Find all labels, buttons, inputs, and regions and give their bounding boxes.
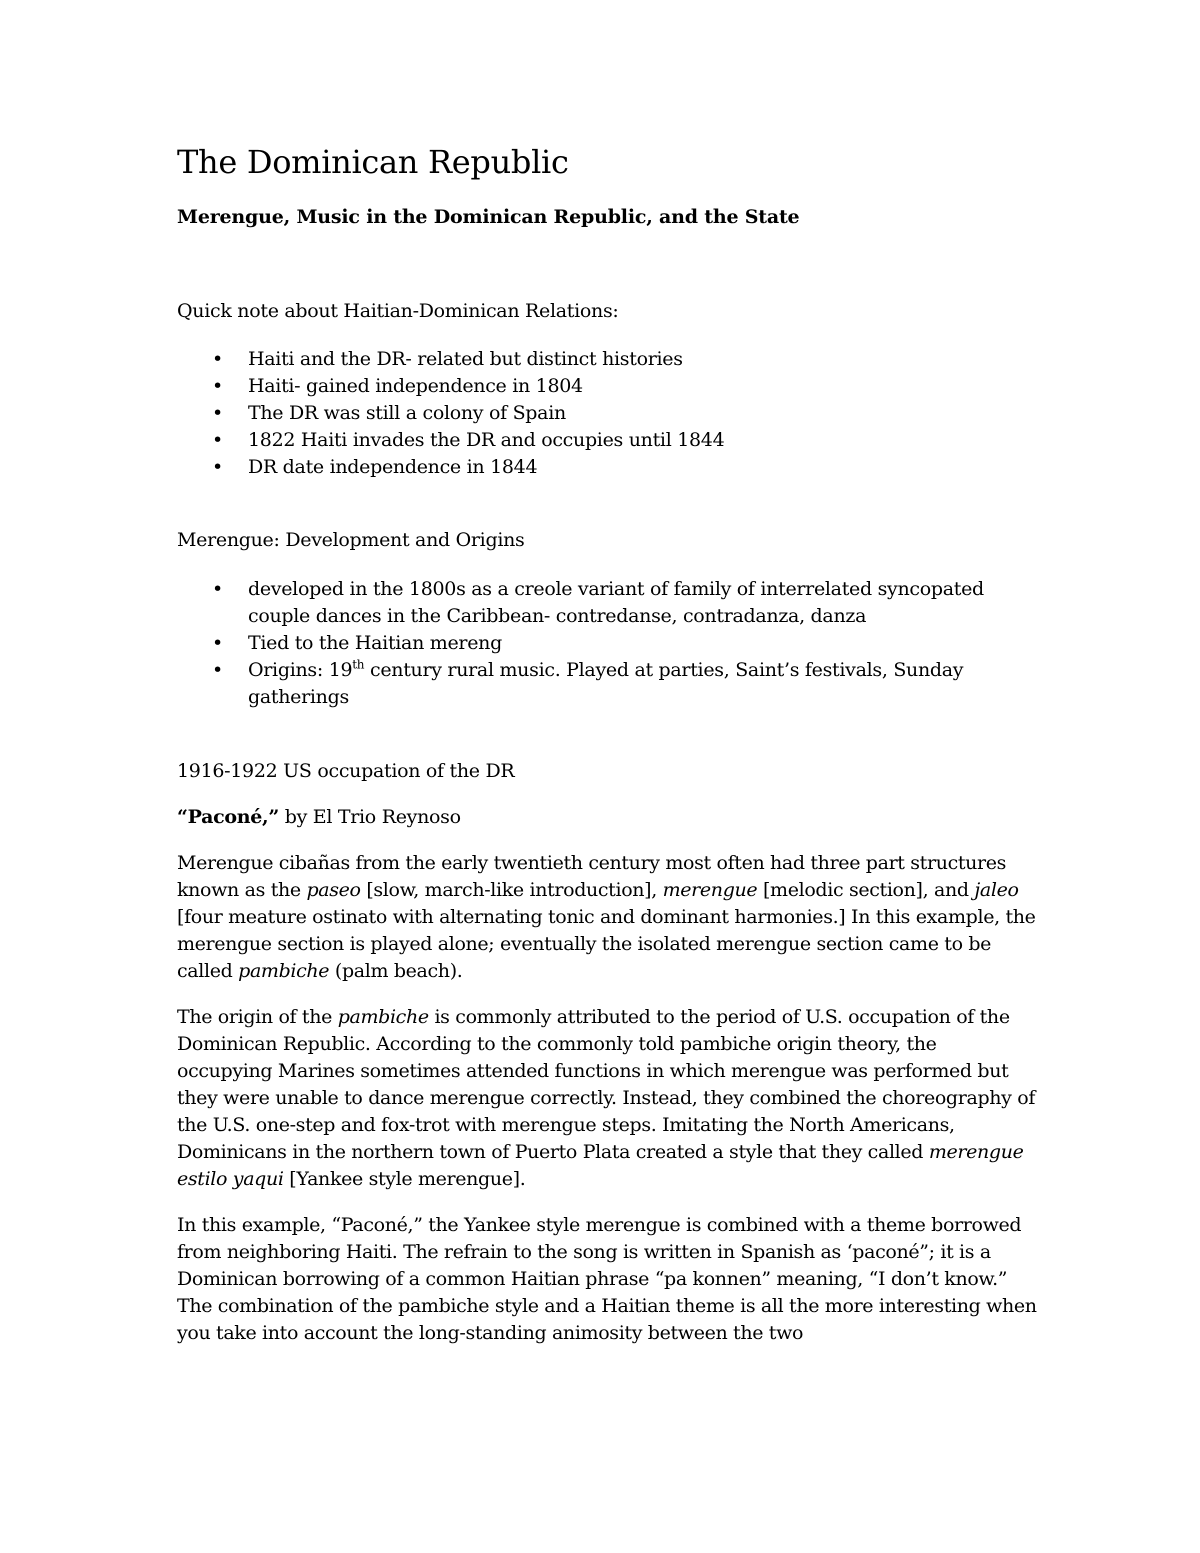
bullet-icon: •	[212, 429, 223, 451]
bullet-icon: •	[212, 402, 223, 424]
list-item: • Tied to the Haitian mereng	[177, 630, 1037, 657]
occupation-heading: 1916-1922 US occupation of the DR	[177, 760, 515, 782]
document-page	[177, 140, 1037, 1347]
song-title-line	[177, 804, 1037, 831]
merengue-heading: Merengue: Development and Origins	[177, 529, 525, 551]
bullet-icon: •	[212, 348, 223, 370]
list-item: • developed in the 1800s as a creole variant of family of interrelated syncopated couple dances in the Caribbean- contredanse, contradanza, danza	[212, 578, 984, 627]
list-item: • Origins: 19th century rural music. Played at parties, Saint’s festivals, Sunday gatherings	[212, 657, 964, 708]
bullet-icon: •	[212, 632, 223, 654]
list-item: • Haiti- gained independence in 1804	[177, 373, 1037, 400]
paragraph-pambiche-origin: The origin of the pambiche is commonly attributed to the period of U.S. occupation of the Dominican Republic. According to the commonly told pambiche origin theory, the occupying Marines sometimes attended functions in which merengue was performed but they were unable to dance merengue correctly. Instead, they combined the choreography of the U.S. one-step and fox-trot with merengue steps. Imitating the North Americans, Dominicans in the northern town of Puerto Plata created a style that they called merengue estilo yaqui [Yankee style merengue].	[177, 1006, 1035, 1190]
page-subtitle: Merengue, Music in the Dominican Republic, and the State	[177, 206, 800, 228]
song-artist: by El Trio Reynoso	[279, 806, 461, 828]
paragraph-pacone-example: In this example, “Paconé,” the Yankee style merengue is combined with a theme borrowed from neighboring Haiti. The refrain to the song is written in Spanish as ‘paconé”; it is a Dominican borrowing of a common Haitian phrase “pa konnen” meaning, “I don’t know.” The combination of the pambiche style and a Haitian theme is all the more interesting when you take into account the long-standing animosity between the two	[177, 1214, 1037, 1344]
bullet-icon: •	[212, 659, 223, 681]
relations-list	[177, 346, 1037, 481]
bullet-icon: •	[212, 578, 223, 600]
list-item: • The DR was still a colony of Spain	[177, 400, 1037, 427]
list-item: • 1822 Haiti invades the DR and occupies until 1844	[177, 427, 1037, 454]
list-item: • Haiti and the DR- related but distinct histories	[177, 346, 1037, 373]
relations-heading: Quick note about Haitian-Dominican Relations:	[177, 300, 619, 322]
paragraph-structure: Merengue cibañas from the early twentieth century most often had three part structures known as the paseo [slow, march-like introduction], merengue [melodic section], and jaleo [four meature ostinato with alternating tonic and dominant harmonies.] In this example, the merengue section is played alone; eventually the isolated merengue section came to be called pambiche (palm beach).	[177, 852, 1036, 982]
song-title: “Paconé,”	[177, 806, 280, 828]
bullet-icon: •	[212, 456, 223, 478]
list-item: • DR date independence in 1844	[177, 454, 1037, 481]
merengue-list	[177, 576, 1037, 711]
bullet-icon: •	[212, 375, 223, 397]
page-title: The Dominican Republic	[177, 143, 569, 181]
